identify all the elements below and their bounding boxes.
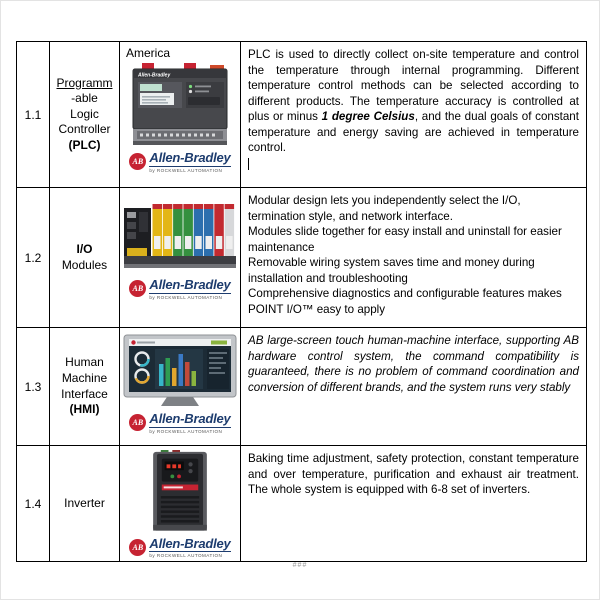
name-line: Programm xyxy=(56,75,113,90)
name-line: Interface xyxy=(61,386,108,401)
description-line: Removable wiring system saves time and money during installation and troubleshooting xyxy=(248,256,535,285)
svg-text:Allen-Bradley: Allen-Bradley xyxy=(138,72,171,79)
name-line: -able xyxy=(71,91,98,106)
ab-monogram-icon: AB xyxy=(129,539,146,556)
row-number-1-4 xyxy=(17,446,50,561)
component-name-inverter xyxy=(50,446,120,561)
row-number-1-2 xyxy=(17,188,50,328)
ab-monogram-icon: AB xyxy=(129,280,146,297)
description-cell-hmi xyxy=(241,328,586,446)
hmi-product-image xyxy=(123,334,237,408)
product-table xyxy=(16,41,587,562)
product-image-cell-inverter xyxy=(120,446,241,561)
ab-monogram-icon: AB xyxy=(129,414,146,431)
name-line: I/O xyxy=(76,241,93,256)
component-name-io-modules xyxy=(50,188,120,328)
allen-bradley-logo xyxy=(129,412,230,434)
io-modules-product-image xyxy=(124,198,236,274)
name-line: Logic xyxy=(70,106,99,121)
row-number-text: 1.1 xyxy=(24,107,42,122)
description-cell-plc xyxy=(241,42,586,188)
row-number-1-3 xyxy=(17,328,50,446)
row-number-text: 1.2 xyxy=(24,250,42,265)
allen-bradley-logo xyxy=(129,537,230,559)
plc-product-image xyxy=(132,63,228,147)
description-text: AB large-screen touch human-machine interface, supporting AB hardware control system, the command compatibility is guaranteed, there is no problem of command coordination and conversion of different brands, and the system runs very stably xyxy=(248,334,579,394)
description-line: Modules slide together for easy install and uninstall for easier maintenance xyxy=(248,225,562,254)
brand-name: Allen-Bradley xyxy=(149,277,231,292)
allen-bradley-logo xyxy=(129,151,230,173)
name-line: (PLC) xyxy=(68,137,101,152)
name-line: Inverter xyxy=(64,495,105,510)
ab-monogram-icon: AB xyxy=(129,153,146,170)
brand-name: Allen-Bradley xyxy=(149,411,231,426)
name-line: Modules xyxy=(61,257,108,272)
inverter-product-image xyxy=(148,450,212,533)
row-number-text: 1.3 xyxy=(24,379,42,394)
brand-byline: by ROCKWELL AUTOMATION xyxy=(149,551,230,558)
brand-byline: by ROCKWELL AUTOMATION xyxy=(149,166,230,173)
name-line: (HMI) xyxy=(69,402,100,417)
component-name-plc xyxy=(50,42,120,188)
description-line: Modular design lets you independently select the I/O, termination style, and network interface. xyxy=(248,194,521,223)
row-number-text: 1.4 xyxy=(24,496,42,511)
origin-caption: America xyxy=(126,46,171,60)
description-text: , and the dual goals of constant temperature and energy saving are achieved in temperature control. xyxy=(248,110,579,155)
product-image-cell-plc xyxy=(120,42,241,188)
brand-byline: by ROCKWELL AUTOMATION xyxy=(149,427,230,434)
product-image-cell-io xyxy=(120,188,241,328)
row-number-1-1 xyxy=(17,42,50,188)
description-text: PLC is used to directly collect on-site temperature and control the temperature through internal programming. Different temperature control methods can be selected according to different products. The temperature accuracy is controlled at plus or minus xyxy=(248,48,579,124)
description-cell-inverter xyxy=(241,446,586,561)
brand-name: Allen-Bradley xyxy=(149,150,231,165)
description-text: Baking time adjustment, safety protection, constant temperature and over temperature, purification and exhaust air treatment. The whole system is equipped with 6-8 set of inverters. xyxy=(248,452,579,497)
description-emphasis: 1 degree Celsius xyxy=(321,110,415,124)
description-line: Comprehensive diagnostics and configurable features makes POINT I/O™ easy to apply xyxy=(248,287,562,316)
text-cursor xyxy=(248,158,249,170)
name-line: Controller xyxy=(58,122,111,137)
allen-bradley-logo xyxy=(129,278,230,300)
brand-byline: by ROCKWELL AUTOMATION xyxy=(149,293,230,300)
name-line: Machine xyxy=(61,370,108,385)
component-name-hmi xyxy=(50,328,120,446)
description-cell-io xyxy=(241,188,586,328)
name-line: Human xyxy=(65,355,104,370)
page-break-mark: ### xyxy=(292,562,308,569)
brand-name: Allen-Bradley xyxy=(149,535,231,551)
product-image-cell-hmi xyxy=(120,328,241,446)
